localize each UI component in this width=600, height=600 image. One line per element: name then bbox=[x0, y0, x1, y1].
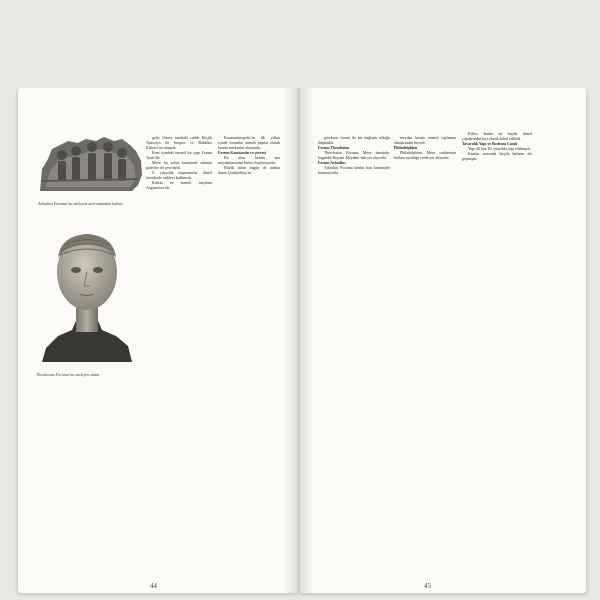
left-col2-heading: Forum Konstantin ve çevresi bbox=[218, 151, 267, 156]
right-col3-paragraph: Yapı ilk kez 10. yüzyılda inşa edilmiştir. bbox=[468, 147, 531, 152]
right-col2-paragraph: meydan kentin önemli toplanma alanlarından biriydi. bbox=[394, 136, 456, 146]
left-page-number: 44 bbox=[150, 582, 157, 590]
right-col1-heading: Forum Arkadius bbox=[318, 161, 346, 166]
right-col2-paragraph: Philadelphion, Mese caddesinin kollara ayrıldığı yerde yer alıyordu. bbox=[394, 151, 456, 161]
left-col1-paragraph: gelir. Güney taraftaki cadde Küçük Ayasofya ile Sergios ve Bakkhos Kilisesi’ne ulaşırdı. bbox=[146, 136, 212, 151]
relief-fragment-photo bbox=[38, 135, 144, 193]
right-text-column-3 bbox=[462, 132, 532, 576]
left-col2-paragraph: Büyük sütun bugün de ayakta duran Çemberlitaş’tır. bbox=[218, 166, 280, 176]
relief-caption: Arkadius Forumu’nu süsleyen anıt-sütundan kalıntı bbox=[38, 201, 123, 206]
left-col1-paragraph: Kent içindeki önemli bir yapı Forum Tauri’dir. bbox=[146, 151, 212, 161]
right-col1-paragraph: Theodosius Forumu Mese üzerinde, bugünkü Beyazıt Meydanı’nda yer alıyordu. bbox=[318, 151, 390, 161]
left-col2-paragraph: Bu alan, kentin ana meydanlarından birini oluşturuyordu. bbox=[218, 156, 280, 166]
right-col1-paragraph: Arkadius Forumu kentin batı kesiminde bulunuyordu. bbox=[318, 166, 390, 176]
right-col3-paragraph: Kilise, kentin en büyük dinsel yapılarından biri olarak kabul edilirdi. bbox=[462, 132, 532, 142]
right-col3-heading: Tavaralık Yapı ve Bodrum Camii bbox=[462, 142, 518, 147]
left-col2-paragraph: Konstantinopolis’in ilk yılları içinde forumlar önemli yapılar olarak kentin merkezini oluşturdu. bbox=[218, 136, 280, 151]
left-col1-paragraph: Kentin en önemli meydanı Augusteion idi. bbox=[146, 181, 212, 191]
right-text-column-1 bbox=[318, 136, 390, 576]
right-col1-heading: Forum Theodosius bbox=[318, 146, 350, 151]
right-col2-heading: Philadelphion bbox=[394, 146, 418, 151]
left-col1-paragraph: Mese, bu yolun kuzeyinde sütunlu galeriler ile çevriliydi. bbox=[146, 161, 212, 171]
right-col3-paragraph: Kazılar sırasında birçok buluntu ele geçmiştir. bbox=[462, 152, 532, 162]
left-text-column-1 bbox=[146, 136, 212, 576]
bust-caption: Theodosius Forumu’nu süsleyen sütun bbox=[36, 372, 100, 377]
left-text-column-2 bbox=[218, 136, 280, 576]
left-col1-paragraph: 5. yüzyılda imparatorlar dinsel törenlerde caddeyi kullanırdı. bbox=[146, 171, 212, 181]
bust-photo bbox=[32, 228, 142, 363]
book-gutter bbox=[284, 88, 314, 593]
right-page-number: 45 bbox=[424, 582, 431, 590]
right-col1-paragraph: gerekirse forum ile bir bağlantı olduğu düşünülür. bbox=[318, 136, 390, 146]
right-text-column-2 bbox=[394, 136, 456, 576]
